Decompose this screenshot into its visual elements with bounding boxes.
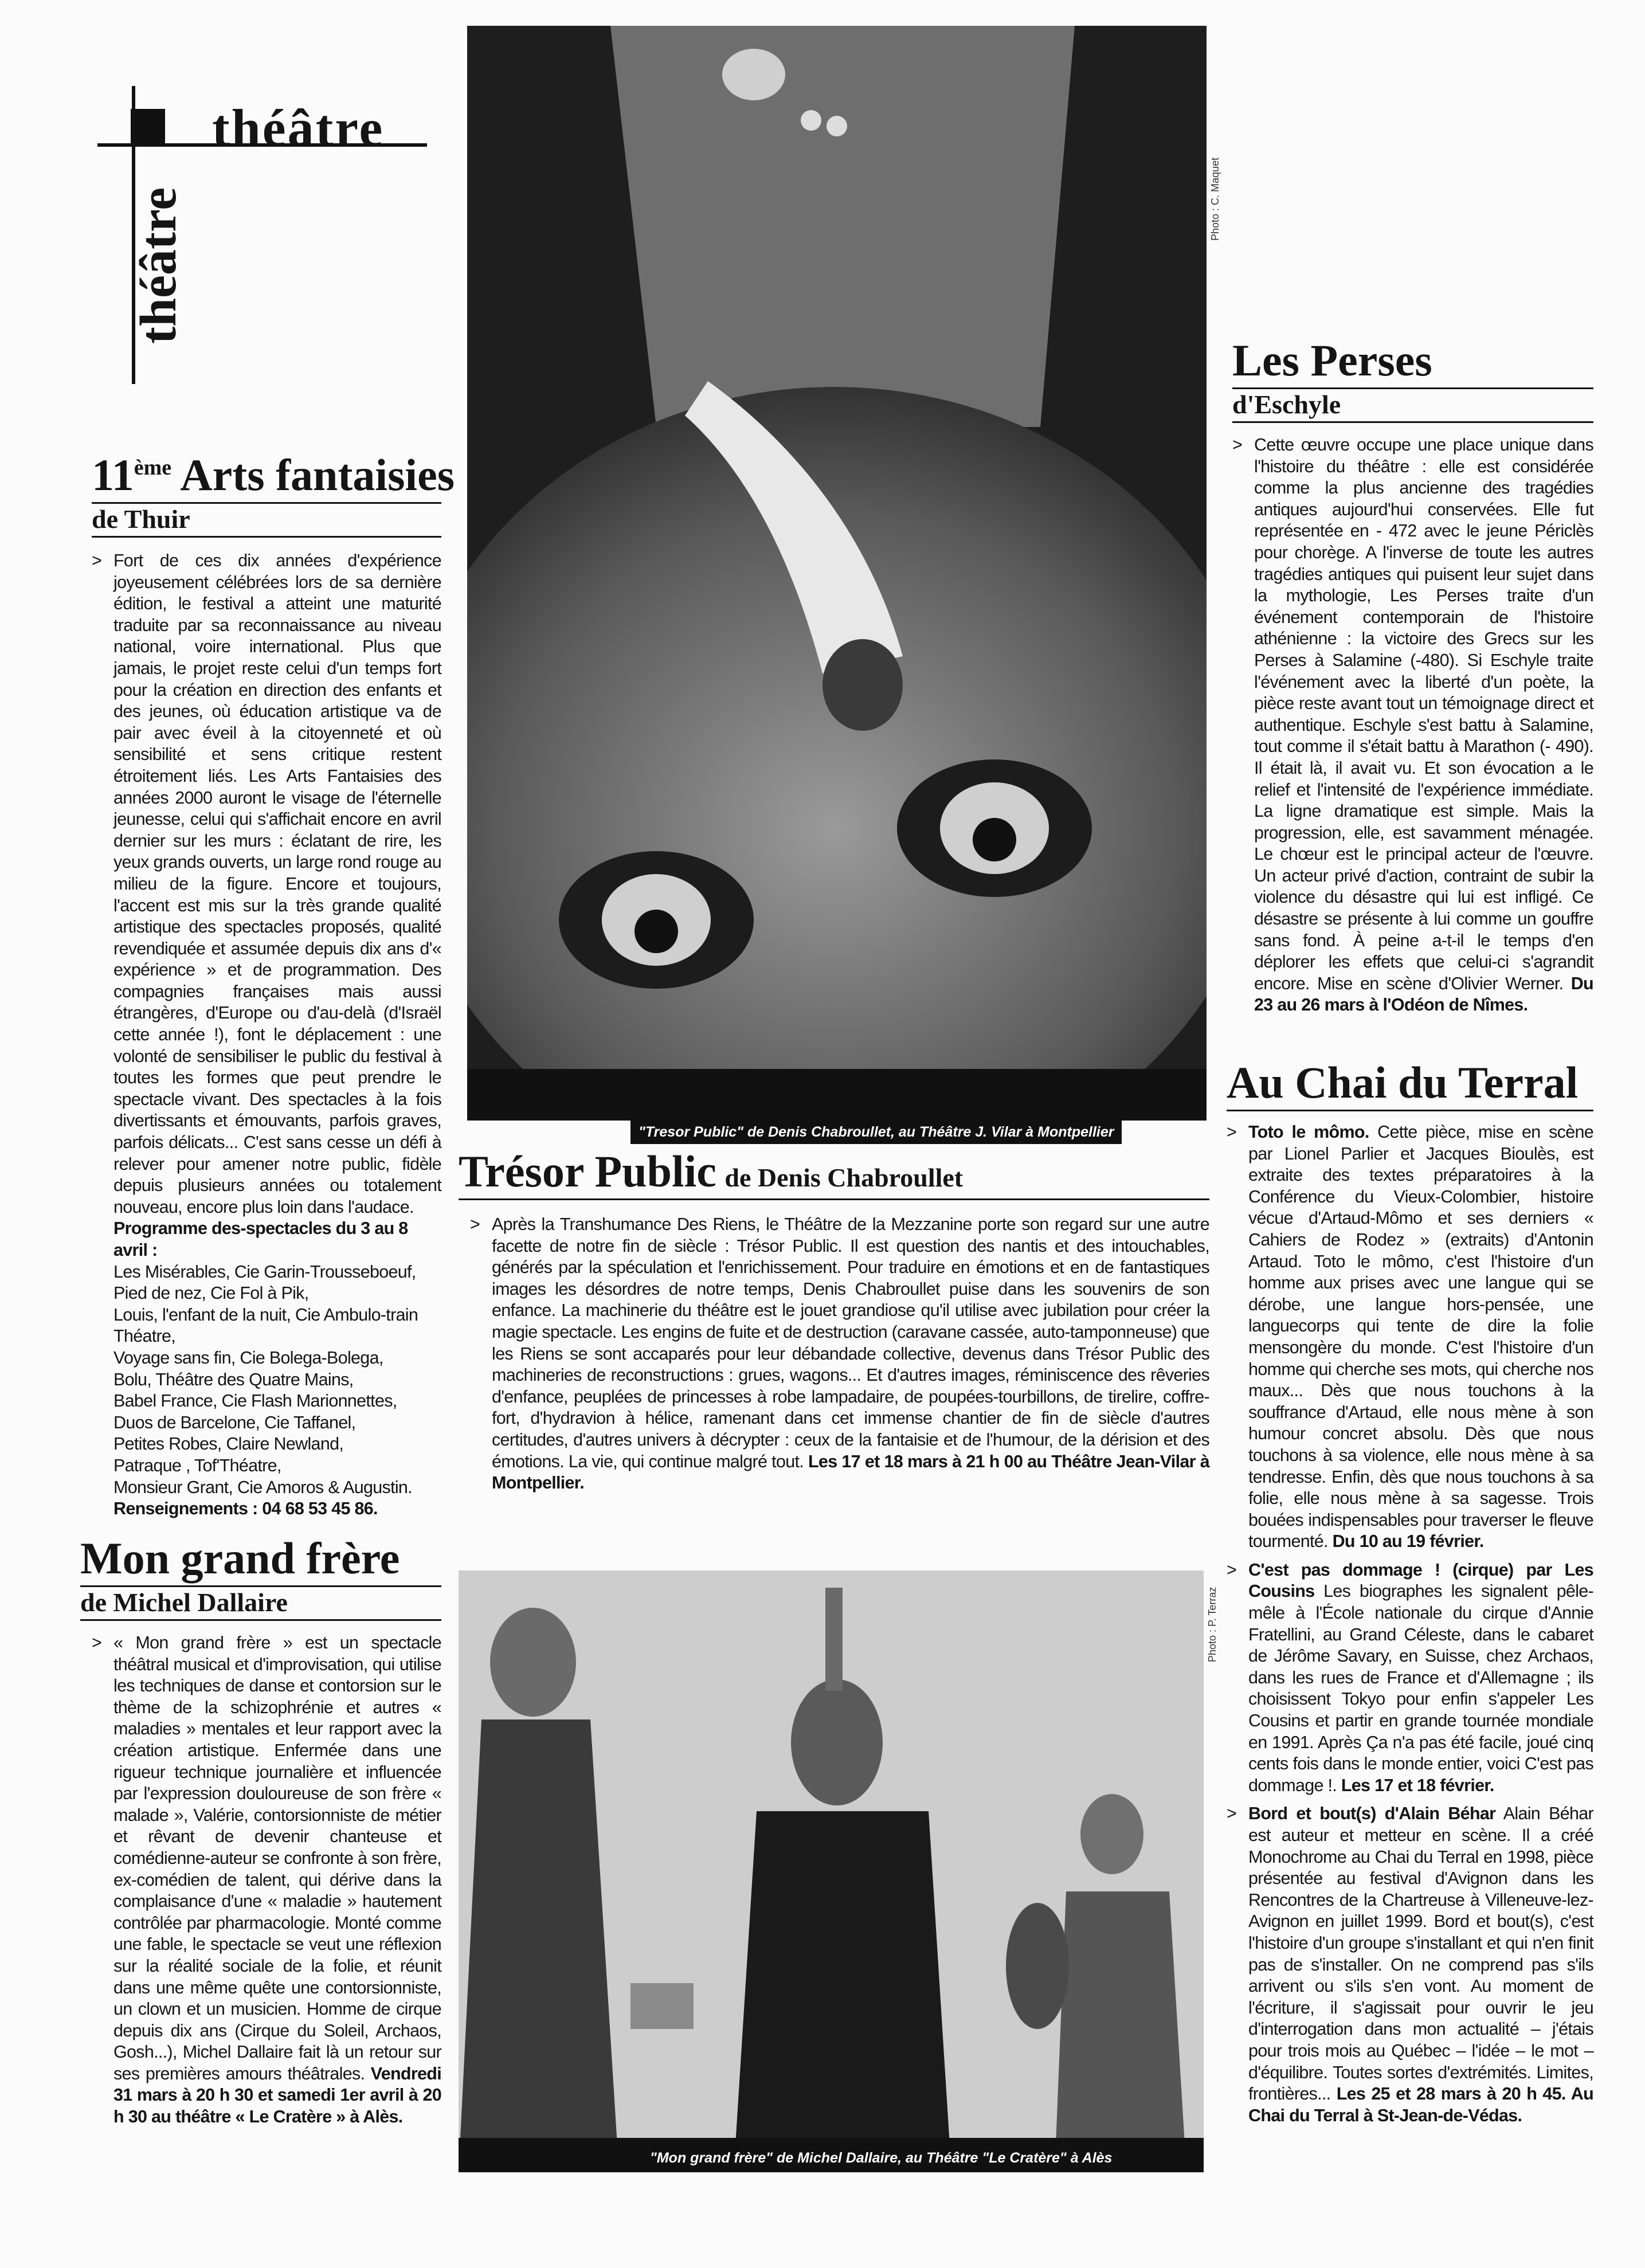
chai-item-text: Les biographes les signalent pêle-mêle à l'École nationale du cirque d'Annie Fratellini, au Grand Céleste, dans le cabaret de Jérôme Savary, en Suisse, chez Archaos, dans les rues de France et d'Allemagne ; ils choisissent Tokyo pour enfin s'appeler Les Cousins et partir en grande tournée mondiale en 1991. Après Ça n'a pas été facile, joué cinq cents fois dans le monde entier, voici C'est pas dommage !. — [1248, 1581, 1593, 1795]
arts-text: Fort de ces dix années d'expérience joyeusement célébrées lors de sa dernière édition, le festival a atteint une maturité traduite par sa reconnaissance au niveau national, voire international. Plus que jamais, le projet reste celui d'un temps fort pour la création en direction des enfants et des jeunes, où éducation artistique va de pair avec éveil à la citoyenneté et où sensibilité et sens critique restent étroitement liés. Les Arts Fantaisies des années 2000 auront le visage de l'éternelle jeunesse, celui qui s'affichait encore en avril dernier sur les murs : éclatant de rire, les yeux grands ouverts, un large rond rouge au milieu de la figure. Encore et toujours, l'accent est mis sur la très grande qualité artistique des spectacles proposés, qualité revendiquée et assumée depuis dix ans d'« expérience » et de programmation. Des compagnies françaises mais aussi étrangères, d'Europe ou d'au-delà (d'Israël cette année !), font le déplacement : une volonté de sensibiliser le public du festival à toutes les formes que peut prendre le spectacle vivant. Des spectacles à la fois divertissants et émouvants, parfois graves, parfois délicats... C'est sans cesse un défi à relever pour amener notre public, fidèle depuis plusieurs années ou totalement nouveau, encore plus loin dans l'audace. — [113, 551, 441, 1217]
program-item: Petites Robes, Claire Newland, — [113, 1434, 344, 1454]
article-tresor-public — [459, 1146, 1210, 1494]
perses-dates: Du 23 au 26 mars à l'Odéon de Nîmes. — [1254, 973, 1593, 1015]
photo-mon-grand-frere — [459, 1570, 1204, 2172]
program-info: Renseignements : 04 68 53 45 86. — [113, 1499, 378, 1519]
perses-title: Les Perses — [1232, 335, 1432, 385]
program-item: Bolu, Théâtre des Quatre Mains, — [113, 1369, 354, 1389]
tresor-title-row — [459, 1146, 1209, 1196]
program-item: Babel France, Cie Flash Marionnettes, — [113, 1391, 397, 1411]
perses-body: > Cette œuvre occupe une place unique dans l'histoire du théâtre : elle est considérée comme la plus ancienne des tragédies antiques aujourd'hui conservées. Elle fut représentée en - 472 avec le jeune Périclès pour chorège. A l'inverse de toute les autres tragédies antiques qui puisent leur sujet dans la mythologie, Les Perses traite d'un événement contemporain de l'histoire athénienne : la victoire des Grecs sur les Perses à Salamine (-480). Si Eschyle traite l'événement avec la liberté d'un poète, la pièce reste avant tout un témoignage direct et authentique. Eschyle s'est battu à Salamine, tout comme il s'était battu à Marathon (- 490). Il était là, il avait vu. Et son évocation a le relief et l'intensité de l'expérience immédiate. La ligne dramatique est simple. Mais la progression, elle, est savamment ménagée. Le chœur est le principal acteur de l'œuvre. Un acteur privé d'action, contraint de subir la violence du désastre qui lui est infligé. Ce désastre se présente à lui comme un gouffre sans fond. À peine a-t-il le temps d'en déplorer les effets que celui-ci s'agrandit encore. Mise en scène d'Olivier Werner. Du 23 au 26 mars à l'Odéon de Nîmes. — [1232, 435, 1593, 1015]
chai-item-lead: Toto le mômo. — [1248, 1122, 1369, 1142]
frere-subtitle-rule — [80, 1619, 441, 1621]
article-chai-du-terral — [1227, 1057, 1594, 2126]
chai-item-text: Alain Béhar est auteur et metteur en scène. Il a créé Monochrome au Chai du Terral en 1998, pièce présentée au festival d'Avignon dans les Rencontres de la Chartreuse à Villeneuve-lez-Avignon en juillet 1999. Bord et bout(s), c'est l'histoire d'un groupe s'installant et qui n'en finit pas de s'installer. On ne comprend pas s'ils arrivent ou s'ils s'en vont. Au moment de l'écriture, il s'agissait pour ouvrir le jeu d'interrogation dans mon actualité – j'étais pour trois mois au Québec – l'idée – le mot – d'équilibre. Toutes sortes d'extrémités. Limites, frontières... — [1248, 1804, 1594, 2104]
photo-tresor-public-image — [467, 26, 1207, 1121]
section-vertical-label: théâtre — [130, 187, 187, 344]
frere-dates: Vendredi 31 mars à 20 h 30 et samedi 1er avril à 20 h 30 au théâtre « Le Cratère » à Alès. — [113, 2063, 442, 2127]
chai-item-text: Cette pièce, mise en scène par Lionel Parlier et Jacques Bioulès, est extraite des textes préparatoires à la Conférence du Vieux-Colombier, histoire vécue d'Artaud-Mômo et ses derniers « Cahiers de Rodez » (extraits) d'Antonin Artaud. Toto le mômo, c'est l'histoire d'un homme aux prises avec une langue qui se dérobe, une langue hors-pensée, une languecorps qui tente de dire la folie mensongère du monde. C'est l'histoire d'un homme qui cherche ses mots, qui cherche nos maux... Dès que nous touchons à la souffrance d'Artaud, elle nous mène à son humour concret absolu. Dès que nous touchons à sa violence, elle nous mène à sa tendresse. Enfin, dès que nous touchons à sa folie, elle nous mène à sa sagesse. Trois bouées indispensables pour traverser le fleuve tourmenté. — [1248, 1122, 1593, 1552]
tresor-text: Après la Transhumance Des Riens, le Théâtre de la Mezzanine porte son regard sur une autre facette de notre fin de siècle : Trésor Public. Il est question des nantis et des intouchables, générés par la spéculation et l'enrichissement. Pour traduire en émotions et en de fantastiques images les désordres de notre temps, Denis Chabroullet puise dans les souvenirs de son enfance. La machinerie du théâtre est le jouet grandiose qu'il utilise avec jubilation pour créer la magie spectacle. Les engins de fuite et de destruction (caravane cassée, auto-tamponneuse) que les Riens se sont accaparés pour leur débandade collective, devenus dans Trésor Public des machineries de reconstructions : grues, wagons... Et d'autres images, réminiscence des rêveries d'enfance, peuplées de princesses à robe lampadaire, de poupées-tourbillons, de tirelire, coffre-fort, d'hydravion à hélice, ramenant dans cet immense chantier de fin de siècle d'autres certitudes, d'autres univers à décrypter : ceux de la fantaisie et de l'humour, de la dérision et des émotions. La vie, qui continue malgré tout. — [492, 1215, 1209, 1471]
program-item: Monsieur Grant, Cie Amoros & Augustin. — [113, 1477, 412, 1497]
tresor-title: Trésor Public — [459, 1146, 716, 1196]
chai-item-dates: Les 17 et 18 février. — [1341, 1775, 1494, 1795]
perses-title-rule — [1232, 387, 1593, 389]
article-mon-grand-frere — [80, 1533, 442, 2128]
program-item: Pied de nez, Cie Fol à Pik, — [113, 1283, 309, 1303]
program-item: Voyage sans fin, Cie Bolega-Bolega, — [113, 1348, 383, 1368]
arts-subtitle-rule — [92, 536, 441, 538]
article-arts-fantaisies — [92, 450, 455, 1520]
chai-item-dates: Du 10 au 19 février. — [1332, 1531, 1484, 1552]
program-item: Patraque , Tof'Théatre, — [113, 1455, 281, 1475]
chai-item-dates: Les 25 et 28 mars à 20 h 45. Au Chai du Terral à St-Jean-de-Védas. — [1248, 2084, 1594, 2125]
tresor-subtitle: de Denis Chabroullet — [724, 1163, 963, 1192]
frere-body: > « Mon grand frère » est un spectacle théâtral musical et d'improvisation, qui utilise les techniques de danse et contorsion sur le thème de la schizophrénie et autres « maladies » mentales et leur rapport avec la création artistique. Enfermée dans une rigueur technique journalière et influencée par l'expression douloureuse de son frère « malade », Valérie, contorsionniste de métier et rêvant de devenir chanteuse et comédienne-auteur se confronte à son frère, ex-comédien de talent, qui dérive dans la complaisance d'une « maladie » hautement contrôlée par pharmacologie. Monté comme une fable, le spectacle se veut une réflexion sur la réalité sociale de la folie, et réunit dans une même quête une contorsionniste, un clown et un musicien. Homme de cirque depuis dix ans (Cirque du Soleil, Archaos, Gosh...), Michel Dallaire fait là un retour sur ses premières amours théâtrales. Vendredi 31 mars à 20 h 30 et samedi 1er avril à 20 h 30 au théâtre « Le Cratère » à Alès. — [92, 1633, 442, 2127]
photo-caption-tresor: "Tresor Public" de Denis Chabroullet, au Théâtre J. Vilar à Montpellier — [630, 1121, 1122, 1144]
arts-title-rule — [92, 502, 441, 504]
program-item: Les Misérables, Cie Garin-Trousseboeuf, — [113, 1262, 416, 1282]
chai-title-rule — [1227, 1110, 1593, 1111]
frere-title: Mon grand frère — [80, 1533, 400, 1583]
arts-subtitle: de Thuir — [92, 504, 190, 534]
program-item: Louis, l'enfant de la nuit, Cie Ambulo-train Théatre, — [113, 1305, 418, 1346]
photo-caption-frere: "Mon grand frère" de Michel Dallaire, au Théâtre "Le Cratère" à Alès — [642, 2146, 1120, 2170]
chai-item: > C'est pas dommage ! (cirque) par Les Cousins Les biographes les signalent pêle-mêle à l'École nationale du cirque d'Annie Fratellini, au Grand Céleste, dans le cabaret de Jérôme Savary, en Suisse, chez Archaos, dans les rues de France et d'Allemagne ; ils choisissent Tokyo pour enfin s'appeler Les Cousins et partir en grande tournée mondiale en 1991. Après Ça n'a pas été facile, joué cinq cents fois dans le monde entier, voici C'est pas dommage !. Les 17 et 18 février. — [1227, 1560, 1593, 1795]
arts-body: > Fort de ces dix années d'expérience joyeusement célébrées lors de sa dernière édition, le festival a atteint une maturité traduite par sa reconnaissance au niveau national, voire international. Plus que jamais, le projet reste celui d'un temps fort pour la création en direction des enfants et des jeunes, où éducation artistique va de pair avec éveil à la citoyenneté et où sensibilité et sens critique restent étroitement liés. Les Arts Fantaisies des années 2000 auront le visage de l'éternelle jeunesse, celui qui s'affichait encore en avril dernier sur les murs : éclatant de rire, les yeux grands ouverts, un large rond rouge au milieu de la figure. Encore et toujours, l'accent est mis sur la très grande qualité artistique des spectacles proposés, qualité revendiquée et assumée depuis dix ans d'« expérience » et de programmation. Des compagnies françaises mais aussi étrangères, d'Europe ou d'au-delà (d'Israël cette année !), font le déplacement : une volonté de sensibiliser le public du festival à toutes les formes que peut prendre le spectacle vivant. Des spectacles à la fois divertissants et émouvants, parfois graves, parfois délicats... C'est sans cesse un défi à relever pour amener notre public, fidèle depuis plusieurs années ou totalement nouveau, encore plus loin dans l'audace. — [92, 551, 441, 1217]
arts-title-text: Arts fantaisies — [180, 450, 455, 500]
photo-credit-maquet: Photo : C. Maquet — [1209, 157, 1221, 241]
header-block — [131, 109, 165, 143]
tresor-rule — [459, 1198, 1209, 1200]
chai-item: > Toto le mômo. Cette pièce, mise en scène par Lionel Parlier et Jacques Bioulès, est extraite des textes préparatoires à la Conférence du Vieux-Colombier, histoire vécue d'Artaud-Mômo et ses derniers « Cahiers de Rodez » (extraits) d'Antonin Artaud. Toto le mômo, c'est l'histoire d'un homme aux prises avec une langue qui se dérobe, une langue hors-pensée, une languecorps qui tente de dire la folie mensongère du monde. C'est l'histoire d'un homme qui cherche ses mots, qui cherche nos maux... Dès que nous touchons à la souffrance d'Artaud, elle nous mène à son humour concret absolu. Dès que nous touchons à sa violence, elle nous mène à sa tendresse. Enfin, dès que nous touchons à sa folie, elle nous mène à sa sagesse. Trois bouées indispensables pour traverser le fleuve tourmenté. Du 10 au 19 février. — [1227, 1122, 1593, 1552]
program-item: Duos de Barcelone, Cie Taffanel, — [113, 1412, 356, 1432]
perses-subtitle: d'Eschyle — [1232, 390, 1341, 419]
article-les-perses — [1232, 335, 1593, 1016]
frere-text: « Mon grand frère » est un spectacle théâtral musical et d'improvisation, qui utilise les techniques de danse et contorsion sur le thème de la schizophrénie et autres « maladies » mentales et leur rapport avec la création artistique. Enfermée dans une rigueur technique journalière et influencée par l'expression douloureuse de son frère « malade », Valérie, contorsionniste de métier et rêvant de devenir chanteuse et comédienne-auteur se confronte à son frère, ex-comédien de talent, qui dérive dans la complaisance d'une « maladie » hautement contrôlée par pharmacologie. Monté comme une fable, le spectacle se veut une réflexion sur la réalité sociale de la folie, et réunit dans une même quête une contorsionniste, un clown et un musicien. Homme de cirque depuis dix ans (Cirque du Soleil, Archaos, Gosh...), Michel Dallaire fait là un retour sur ses premières amours théâtrales. — [113, 1633, 441, 2083]
photo-tresor-public — [467, 26, 1207, 1121]
chai-title: Au Chai du Terral — [1227, 1057, 1579, 1107]
arts-program — [92, 1218, 441, 1519]
frere-title-rule — [80, 1585, 441, 1587]
perses-text: Cette œuvre occupe une place unique dans l'histoire du théâtre : elle est considérée comme la plus ancienne des tragédies antiques aujourd'hui conservées. Elle fut représentée en - 472 avec le jeune Périclès pour chorège. A l'inverse de toute les autres tragédies antiques qui puisent leur sujet dans la mythologie, Les Perses traite d'un événement contemporain de l'histoire athénienne : la victoire des Grecs sur les Perses à Salamine (-480). Si Eschyle traite l'événement avec la liberté d'un poète, la pièce reste avant tout un témoignage direct et authentique. Eschyle s'est battu à Salamine, tout comme il s'était battu à Marathon (- 490). Il était là, il avait vu. Et son évocation a le relief et l'intensité de l'expérience immédiate. La ligne dramatique est simple. Mais la progression, elle, est savamment ménagée. Le chœur est le principal acteur de l'œuvre. Un acteur privé d'action, contraint de subir la violence du désastre qui lui est infligé. Ce désastre se présente à lui comme un gouffre sans fond. À peine a-t-il le temps d'en déplorer les effets que celui-ci s'agrandit encore. Mise en scène d'Olivier Werner. — [1254, 435, 1593, 993]
chai-item-lead: C'est pas dommage ! (cirque) par Les Cousins — [1248, 1560, 1593, 1601]
perses-subtitle-rule — [1232, 421, 1593, 423]
arts-title-number: 11 — [92, 450, 134, 500]
photo-mon-grand-frere-image — [459, 1570, 1204, 2172]
section-title: théâtre — [212, 99, 385, 157]
frere-subtitle: de Michel Dallaire — [80, 1588, 288, 1617]
chai-item: > Bord et bout(s) d'Alain Béhar Alain Béhar est auteur et metteur en scène. Il a créé Monochrome au Chai du Terral en 1998, pièce présentée au festival d'Avignon dans les Rencontres de la Chartreuse à Villeneuve-lez-Avignon en juillet 1999. Bord et bout(s), c'est l'histoire d'un groupe s'installant et qui n'en finit pas de s'installer. On ne comprend pas s'ils arrivent ou s'ils s'en vont. Au moment de l'écriture, il s'agissait pour ouvrir le jeu d'interrogation dans mon actualité – j'étais pour trois mois au Québec – l'idée – le mot – d'équilibre. Toutes sortes d'extrémités. Limites, frontières... Les 25 et 28 mars à 20 h 45. Au Chai du Terral à St-Jean-de-Védas. — [1227, 1804, 1594, 2125]
chai-item-lead: Bord et bout(s) d'Alain Béhar — [1248, 1804, 1496, 1824]
photo-credit-terraz: Photo : P. Terraz — [1207, 1587, 1218, 1662]
program-title: Programme des-spectacles du 3 au 8 avril : — [113, 1219, 408, 1260]
arts-title-sup: ème — [134, 456, 172, 480]
tresor-dates: Les 17 et 18 mars à 21 h 00 au Théâtre Jean-Vilar à Montpellier. — [492, 1451, 1210, 1493]
arts-title — [92, 450, 455, 500]
tresor-body: > Après la Transhumance Des Riens, le Théâtre de la Mezzanine porte son regard sur une autre facette de notre fin de siècle : Trésor Public. Il est question des nantis et des intouchables, générés par la spéculation et l'enrichissement. Pour traduire en émotions et en de fantastiques images les désordres de notre temps, Denis Chabroullet puise dans les souvenirs de son enfance. La machinerie du théâtre est le jouet grandiose qu'il utilise avec jubilation pour créer la magie spectacle. Les engins de fuite et de destruction (caravane cassée, auto-tamponneuse) que les Riens se sont accaparés pour leur débandade collective, devenus dans Trésor Public des machineries de reconstructions : grues, wagons... Et d'autres images, réminiscence des rêveries d'enfance, peuplées de princesses à robe lampadaire, de poupées-tourbillons, de tirelire, coffre-fort, d'hydravion à hélice, ramenant dans cet immense chantier de fin de siècle d'autres certitudes, d'autres univers à décrypter : ceux de la fantaisie et de l'humour, de la dérision et des émotions. La vie, qui continue malgré tout. Les 17 et 18 mars à 21 h 00 au Théâtre Jean-Vilar à Montpellier. — [470, 1215, 1210, 1493]
